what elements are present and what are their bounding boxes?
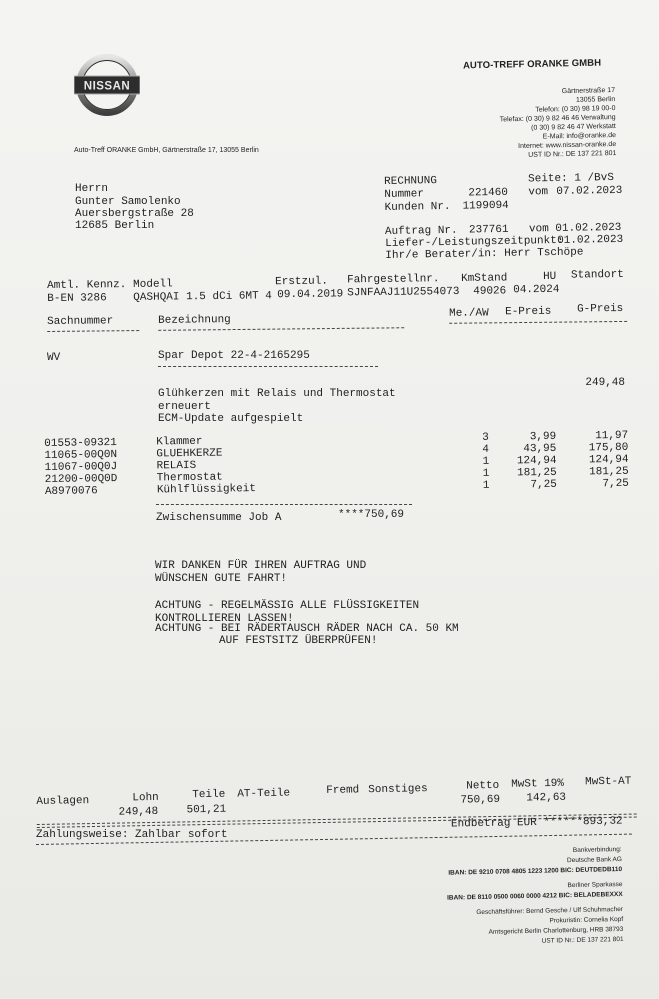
company-email: E-Mail: info@oranke.de bbox=[542, 131, 617, 141]
bank-name-2: Berliner Sparkasse bbox=[567, 880, 623, 890]
bank-ust: UST ID Nr.: DE 137 221 801 bbox=[542, 935, 625, 945]
items-header bbox=[47, 302, 627, 338]
summary-auslagen: Auslagen bbox=[36, 795, 90, 808]
summary-at-teile-label: AT-Teile bbox=[237, 787, 291, 801]
invoice-liefer: 01.02.2023 bbox=[557, 233, 624, 247]
company-name: AUTO-TREFF ORANKE GMBH bbox=[462, 57, 602, 72]
bank-gf: Geschäftsführer: Bernd Gesche / Ulf Schuhmacher bbox=[476, 905, 624, 917]
payment-terms: Zahlungsweise: Zahlbar sofort bbox=[36, 829, 228, 841]
sender-line: Auto-Treff ORANKE GmbH, Gärtnerstraße 17, 13055 Berlin bbox=[74, 147, 259, 154]
summary-teile-label: Teile bbox=[192, 788, 226, 802]
item-nr: 01553-09321 bbox=[44, 436, 117, 450]
invoice-date: 07.02.2023 bbox=[556, 184, 623, 198]
item-nr: A8970076 bbox=[44, 485, 98, 498]
company-telefax: Telefax: (0 30) 9 82 46 46 Verwaltung bbox=[499, 113, 616, 124]
company-telefon: Telefon: (0 30) 98 19 00-0 bbox=[535, 104, 616, 114]
col-epreis: E-Preis bbox=[505, 305, 552, 319]
vehicle-header-kennz: Amtl. Kennz. bbox=[47, 279, 127, 292]
item-qty: 4 bbox=[482, 443, 490, 456]
item-gpreis: 181,25 bbox=[589, 465, 629, 479]
nissan-logo-icon bbox=[74, 52, 140, 118]
vehicle-header-fahrgestell: Fahrgestellnr. bbox=[347, 273, 440, 287]
note-thanks-2: WÜNSCHEN GUTE FAHRT! bbox=[155, 573, 288, 585]
item-epreis: 124,94 bbox=[516, 454, 557, 468]
summary-lohn-value: 249,48 bbox=[118, 805, 159, 819]
company-address bbox=[499, 86, 616, 160]
bank-iban-1: IBAN: DE 9210 0708 4805 1223 1200 BIC: DEUTDEDB110 bbox=[448, 865, 623, 877]
vehicle-kennz: B-EN 3286 bbox=[47, 292, 107, 305]
vehicle-erstzul: 09.04.2019 bbox=[277, 288, 344, 302]
summary-sonstiges-label: Sonstiges bbox=[368, 783, 428, 797]
vehicle-header-standort: Standort bbox=[570, 268, 624, 282]
job-desc-1: Glühkerzen mit Relais und Thermostat bbox=[158, 388, 396, 400]
item-gpreis: 7,25 bbox=[602, 477, 629, 491]
item-gpreis: 124,94 bbox=[588, 453, 629, 467]
item-name: GLUEHKERZE bbox=[156, 447, 223, 461]
items-list bbox=[44, 418, 635, 506]
company-ust: UST ID Nr.: DE 137 221 801 bbox=[528, 149, 617, 159]
item-nr: 21200-00Q0D bbox=[44, 472, 118, 486]
vehicle-km: 49026 bbox=[473, 285, 507, 298]
header-rule-bezeichnung bbox=[158, 327, 404, 331]
company-city: 13055 Berlin bbox=[575, 95, 616, 104]
subtotal-value: ****750,69 bbox=[338, 509, 405, 521]
job-title-rule bbox=[158, 366, 378, 367]
vehicle-header-modell: Modell bbox=[133, 278, 173, 291]
bank-prokura: Prokuristin: Cornelia Kopf bbox=[549, 915, 624, 925]
summary-mwst-label: MwSt 19% bbox=[511, 777, 565, 791]
note-thanks-1: WIR DANKEN FÜR IHREN AUFTRAG UND bbox=[155, 560, 367, 572]
recipient-city: 12685 Berlin bbox=[75, 220, 155, 232]
item-gpreis: 11,97 bbox=[595, 429, 629, 443]
invoice-seite: Seite: 1 /BvS bbox=[527, 171, 615, 186]
company-werkstatt: (0 30) 9 82 46 47 Werkstatt bbox=[531, 122, 616, 132]
note-warning-4: AUF FESTSITZ ÜBERPRÜFEN! bbox=[219, 635, 378, 647]
col-sachnummer: Sachnummer bbox=[47, 315, 114, 328]
item-nr: 11065-00Q0N bbox=[44, 448, 118, 462]
vehicle-header-erstzul: Erstzul. bbox=[275, 275, 328, 289]
vehicle-fahrgestell: SJNFAAJ11U2554073 bbox=[347, 285, 460, 300]
svg-text:NISSAN: NISSAN bbox=[83, 80, 131, 93]
company-internet: Internet: www.nissan-oranke.de bbox=[518, 140, 617, 151]
job-desc-2: erneuert bbox=[158, 401, 211, 413]
note-warning-3: ACHTUNG - BEI RÄDERTAUSCH RÄDER NACH CA. 50 KM bbox=[155, 623, 459, 635]
invoice-info bbox=[384, 171, 624, 262]
col-me: Me./AW bbox=[449, 307, 489, 320]
bank-name-1: Deutsche Bank AG bbox=[567, 855, 623, 865]
item-nr: 11067-00Q0J bbox=[44, 460, 118, 474]
item-qty: 1 bbox=[482, 467, 490, 480]
bank-amtsgericht: Amtsgericht Berlin Charlottenburg, HRB 38793 bbox=[488, 925, 624, 936]
col-gpreis: G-Preis bbox=[576, 302, 624, 316]
invoice-nummer: 221460 bbox=[468, 186, 509, 200]
summary-fremd-label: Fremd bbox=[326, 784, 360, 797]
header-rule-sachnummer bbox=[47, 330, 139, 332]
invoice-auftrag-nr: 237761 bbox=[468, 223, 509, 237]
invoice-auftrag-label: Auftrag Nr. bbox=[384, 224, 458, 238]
summary-teile-value: 501,21 bbox=[186, 803, 227, 817]
job-title: Spar Depot 22-4-2165295 bbox=[158, 350, 310, 362]
item-qty: 1 bbox=[482, 479, 490, 492]
item-epreis: 3,99 bbox=[529, 430, 557, 444]
invoice-berater: Ihr/e Berater/in: Herr Tschöpe bbox=[385, 246, 584, 262]
subtotal-rule bbox=[156, 504, 412, 505]
job-desc-3: ECM-Update aufgespielt bbox=[158, 413, 304, 425]
invoice-liefer-label: Liefer-/Leistungszeitpunkt: bbox=[385, 234, 564, 250]
item-gpreis: 175,80 bbox=[588, 441, 629, 455]
note-warning-2: KONTROLLIEREN LASSEN! bbox=[155, 613, 294, 625]
item-epreis: 7,25 bbox=[530, 478, 557, 492]
invoice-kunden-nr: 1199094 bbox=[462, 199, 509, 213]
vehicle-block bbox=[47, 269, 627, 306]
vehicle-modell: QASHQAI 1.5 dCi 6MT 4 bbox=[133, 290, 272, 304]
invoice-vom-label: vom bbox=[528, 186, 549, 199]
invoice-auftrag-vom: vom 01.02.2023 bbox=[528, 221, 622, 236]
recipient-street: Auersbergstraße 28 bbox=[75, 208, 194, 220]
vehicle-hu: 04.2024 bbox=[513, 283, 560, 297]
item-name: Klammer bbox=[156, 435, 203, 449]
col-bezeichnung: Bezeichnung bbox=[158, 314, 231, 327]
summary-netto-value: 750,69 bbox=[460, 793, 501, 807]
summary-mwst-at-label: MwSt-AT bbox=[585, 775, 632, 789]
subtotal-label: Zwischensumme Job A bbox=[156, 512, 282, 524]
invoice-kunden-label: Kunden Nr. bbox=[384, 200, 451, 214]
summary-netto-label: Netto bbox=[466, 779, 500, 793]
note-warning-1: ACHTUNG - REGELMÄSSIG ALLE FLÜSSIGKEITEN bbox=[155, 600, 420, 612]
final-amount: Endbetrag EUR ******893,32 bbox=[450, 815, 623, 831]
item-name: RELAIS bbox=[156, 459, 197, 473]
invoice-nummer-label: Nummer bbox=[384, 188, 425, 201]
item-epreis: 181,25 bbox=[517, 466, 557, 480]
header-rule-prices bbox=[449, 321, 627, 324]
recipient-salutation: Herrn bbox=[75, 183, 109, 195]
recipient-name: Gunter Samolenko bbox=[75, 196, 181, 208]
vehicle-header-km: KmStand bbox=[460, 272, 508, 285]
bank-iban-2: IBAN: DE 8110 0500 0060 0000 4212 BIC: BELADEBEXXX bbox=[447, 890, 624, 902]
nissan-logo bbox=[74, 52, 140, 118]
item-name: Kühlflüssigkeit bbox=[156, 483, 257, 497]
bank-footer bbox=[446, 845, 624, 949]
item-qty: 3 bbox=[482, 431, 489, 444]
item-epreis: 43,95 bbox=[523, 442, 557, 456]
job-code: WV bbox=[47, 352, 61, 364]
company-street: Gärtnerstraße 17 bbox=[561, 86, 616, 96]
job-labor-price: 249,48 bbox=[585, 377, 625, 389]
summary-mwst-value: 142,63 bbox=[526, 791, 567, 805]
vehicle-header-hu: HU bbox=[542, 270, 557, 283]
item-qty: 1 bbox=[482, 455, 490, 468]
item-name: Thermostat bbox=[156, 471, 223, 485]
bank-title: Bankverbindung: bbox=[573, 845, 623, 855]
invoice-title: RECHNUNG bbox=[384, 175, 438, 188]
summary-lohn-label: Lohn bbox=[132, 791, 159, 805]
